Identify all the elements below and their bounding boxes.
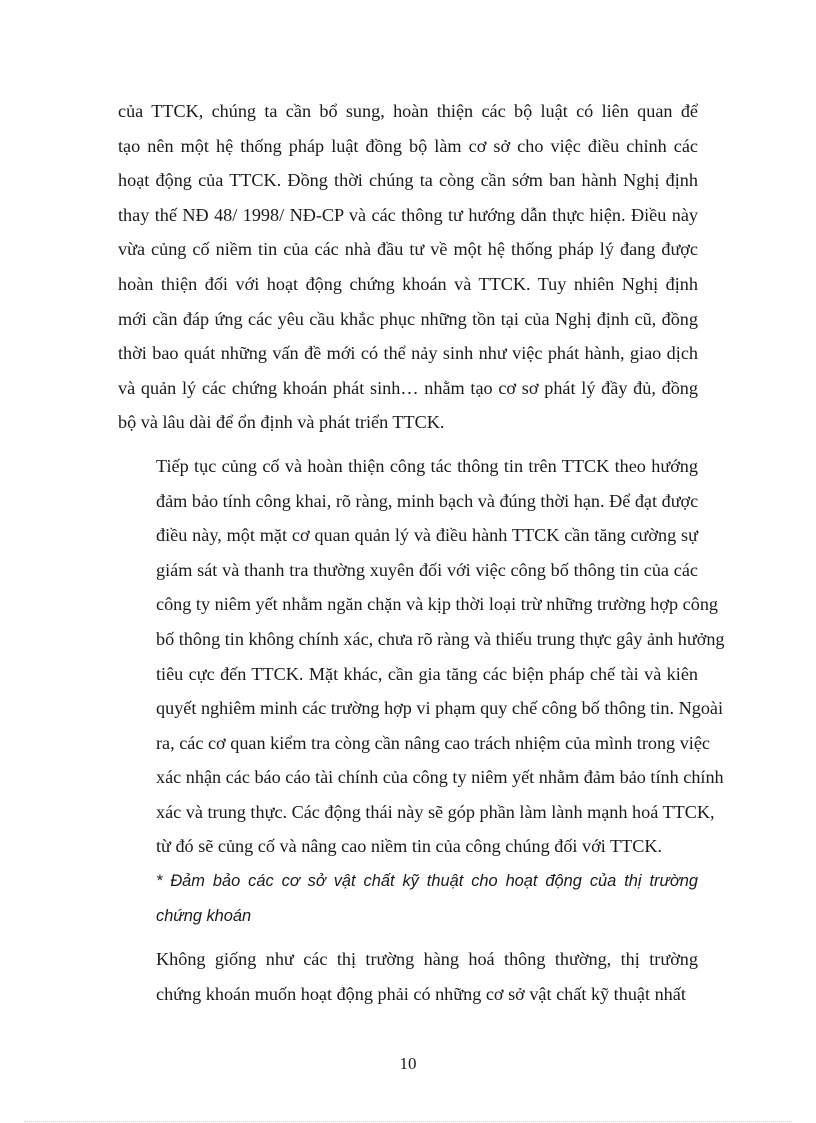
text-line: thay thế NĐ 48/ 1998/ NĐ-CP và các thông tư hướng dẫn thực hiện. Điều này [118,204,698,225]
text-line: chứng khoán muốn hoạt động phải có những cơ sở vật chất kỹ thuật nhất [156,983,686,1004]
paragraph-information-disclosure [118,449,725,864]
text-line: hoạt động của TTCK. Đồng thời chúng ta còng cần sớm ban hành Nghị định [118,170,698,191]
text-line: và quản lý các chứng khoán phát sinh… nhằm tạo cơ sơ phát lý đầy đủ, đồng [118,377,698,398]
body-text [118,94,725,1011]
text-line: thời bao quát những vấn đề mới có thể nảy sinh như việc phát hành, giao dịch [118,343,698,364]
text-line: mới cần đáp ứng các yêu cầu khắc phục những tồn tại của Nghị định cũ, đồng [118,308,698,329]
text-line: Không giống như các thị trường hàng hoá thông thường, thị trường [156,949,698,970]
text-line: Tiếp tục củng cố và hoàn thiện công tác thông tin trên TTCK theo hướng [156,455,698,476]
text-line: bộ và lâu dài để ổn định và phát triển TTCK. [118,412,445,433]
text-line: quyết nghiêm minh các trường hợp vi phạm quy chế công bố thông tin. Ngoài [156,698,724,719]
text-line: đảm bảo tính công khai, rõ ràng, minh bạch và đúng thời hạn. Để đạt được [156,490,699,511]
paragraph-market-comparison [118,942,698,1011]
text-line: bố thông tin không chính xác, chưa rõ ràng và thiếu trung thực gây ảnh hưởng [156,628,725,649]
paragraph-gap [118,440,698,449]
text-line: điều này, một mặt cơ quan quản lý và điều hành TTCK cần tăng cường sự [156,525,698,546]
section-heading-infrastructure [118,864,698,933]
text-line: tạo nên một hệ thống pháp luật đồng bộ làm cơ sở cho việc điều chỉnh các [118,135,698,156]
text-line: của TTCK, chúng ta cần bổ sung, hoàn thiện các bộ luật có liên quan để [118,101,698,121]
text-line: xác và trung thực. Các động thái này sẽ góp phần làm lành mạnh hoá TTCK, [156,801,715,822]
text-line: công ty niêm yết nhằm ngăn chặn và kịp thời loại trừ những trường hợp công [156,594,719,615]
paragraph-legal-framework [118,94,698,440]
paragraph-gap [118,933,698,942]
text-line: ra, các cơ quan kiểm tra còng cần nâng cao trách nhiệm của mình trong việc [156,732,710,753]
text-line: xác nhận các báo cáo tài chính của công ty niêm yết nhằm đảm bảo tính chính [156,767,724,788]
text-line: từ đó sẽ củng cố và nâng cao niềm tin của công chúng đối với TTCK. [156,836,663,857]
page-bottom-divider [24,1121,792,1122]
text-line: chứng khoán [156,906,252,925]
text-line: vừa củng cố niềm tin của các nhà đầu tư về một hệ thống pháp lý đang được [118,239,698,260]
text-line: tiêu cực đến TTCK. Mặt khác, cần gia tăng các biện pháp chế tài và kiên [156,663,698,684]
text-line: * Đảm bảo các cơ sở vật chất kỹ thuật cho hoạt động của thị trường [156,872,698,891]
text-line: giám sát và thanh tra thường xuyên đối với việc công bố thông tin của các [156,559,698,580]
page-number: 10 [399,1054,417,1073]
text-line: hoàn thiện đối với hoạt động chứng khoán và TTCK. Tuy nhiên Nghị định [118,273,698,294]
